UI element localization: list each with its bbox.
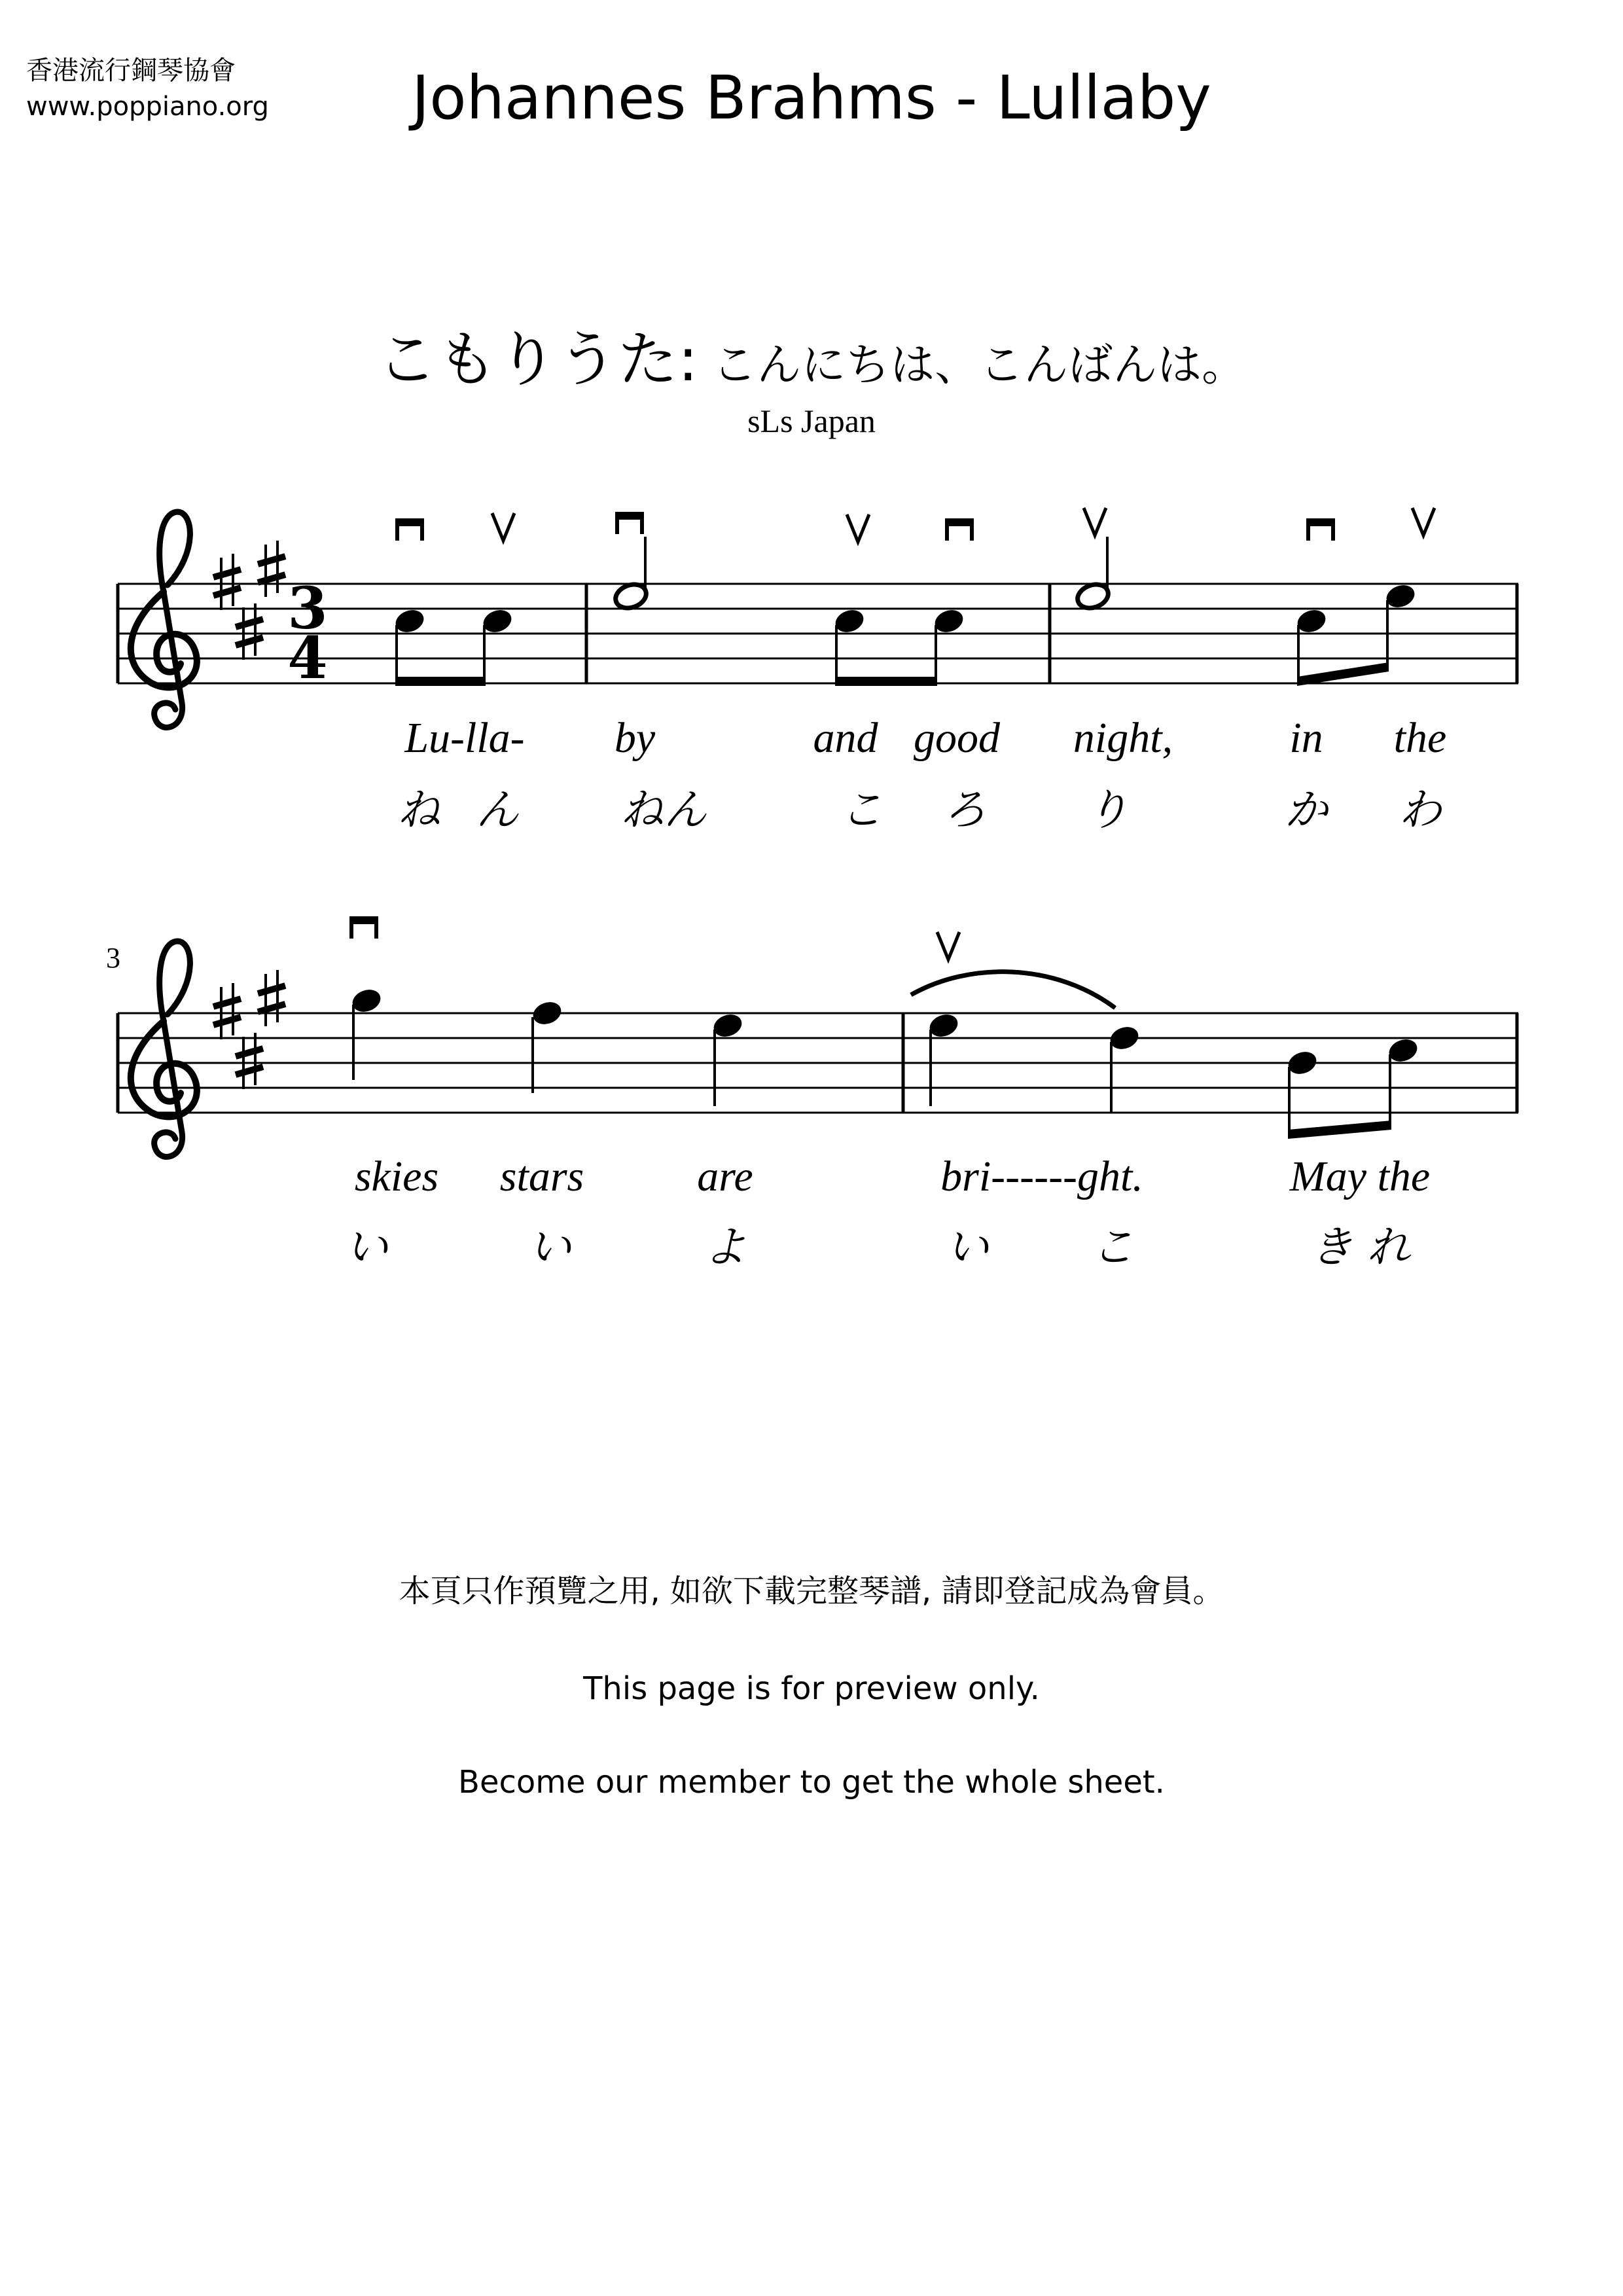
lyric-jp: ん	[476, 785, 519, 835]
subtitle-rest: こんにちは、こんばんは。	[698, 340, 1247, 391]
preview-notice-en: This page is for preview only.	[583, 1670, 1040, 1707]
sharp-icon	[236, 1033, 263, 1089]
lyric-en: May the	[1289, 1153, 1431, 1200]
sharp-icon	[258, 541, 285, 597]
preview-notice-cn: 本頁只作預覽之用, 如欲下載完整琴譜, 請即登記成為會員。	[399, 1573, 1224, 1609]
sharp-icon	[213, 554, 241, 610]
lyric-jp: ね	[397, 785, 440, 835]
lyric-en: Lu-lla-	[404, 714, 525, 762]
lyric-jp: ねん	[620, 785, 707, 835]
lyric-en: skies	[354, 1153, 439, 1200]
lyric-en: the	[1393, 714, 1447, 762]
sharp-icon	[213, 983, 241, 1039]
up-bow-icon	[1412, 508, 1435, 535]
lyric-jp: り	[1086, 785, 1129, 835]
treble-clef-icon	[131, 941, 197, 1157]
down-bow-icon	[945, 518, 974, 541]
treble-clef-icon	[131, 512, 197, 727]
lyric-jp: こ	[1091, 1222, 1134, 1272]
staff-system-1	[118, 508, 1518, 727]
lyric-jp: わ	[1399, 785, 1442, 835]
down-bow-icon	[349, 916, 378, 939]
lyric-en: good	[914, 714, 1000, 762]
up-bow-icon	[492, 513, 514, 541]
sharp-icon	[258, 970, 285, 1026]
lyric-jp: い	[345, 1222, 388, 1272]
note-group	[1075, 537, 1418, 686]
up-bow-icon	[847, 514, 869, 542]
down-bow-icon	[1306, 518, 1335, 541]
lyric-en: by	[614, 714, 656, 762]
lyric-jp: か	[1285, 785, 1328, 835]
lyric-jp: ろ	[943, 785, 986, 835]
down-bow-icon	[615, 512, 644, 534]
down-bow-icon	[395, 518, 424, 541]
slur	[911, 972, 1115, 1008]
page-title: Johannes Brahms - Lullaby	[412, 63, 1211, 133]
membership-notice: Become our member to get the whole sheet.	[458, 1764, 1165, 1801]
up-bow-icon	[1084, 508, 1106, 535]
sharp-icon	[236, 603, 263, 660]
subtitle-main: こもりうた:	[376, 325, 698, 395]
lyric-jp: こ	[840, 785, 883, 835]
lyric-jp: よ	[704, 1222, 747, 1272]
time-signature-top: 3	[287, 574, 328, 642]
measure-number: 3	[106, 942, 120, 974]
lyric-en: in	[1289, 714, 1323, 762]
site-url[interactable]: www.poppiano.org	[26, 92, 269, 122]
staff-system-2	[118, 916, 1518, 1157]
note-group	[393, 606, 514, 686]
lyric-en: stars	[499, 1153, 584, 1200]
lyric-en: bri------ght.	[940, 1153, 1143, 1200]
up-bow-icon	[937, 932, 959, 960]
lyric-en: and	[813, 714, 878, 762]
arranger: sLs Japan	[747, 403, 876, 439]
lyric-en: night,	[1073, 714, 1173, 762]
lyric-en: are	[697, 1153, 753, 1200]
note-group	[613, 537, 967, 686]
lyric-jp: き れ	[1310, 1222, 1410, 1272]
site-name: 香港流行鋼琴協會	[26, 56, 236, 86]
lyric-jp: い	[946, 1222, 989, 1272]
time-signature-bottom: 4	[287, 624, 328, 692]
lyric-jp: い	[528, 1222, 571, 1272]
